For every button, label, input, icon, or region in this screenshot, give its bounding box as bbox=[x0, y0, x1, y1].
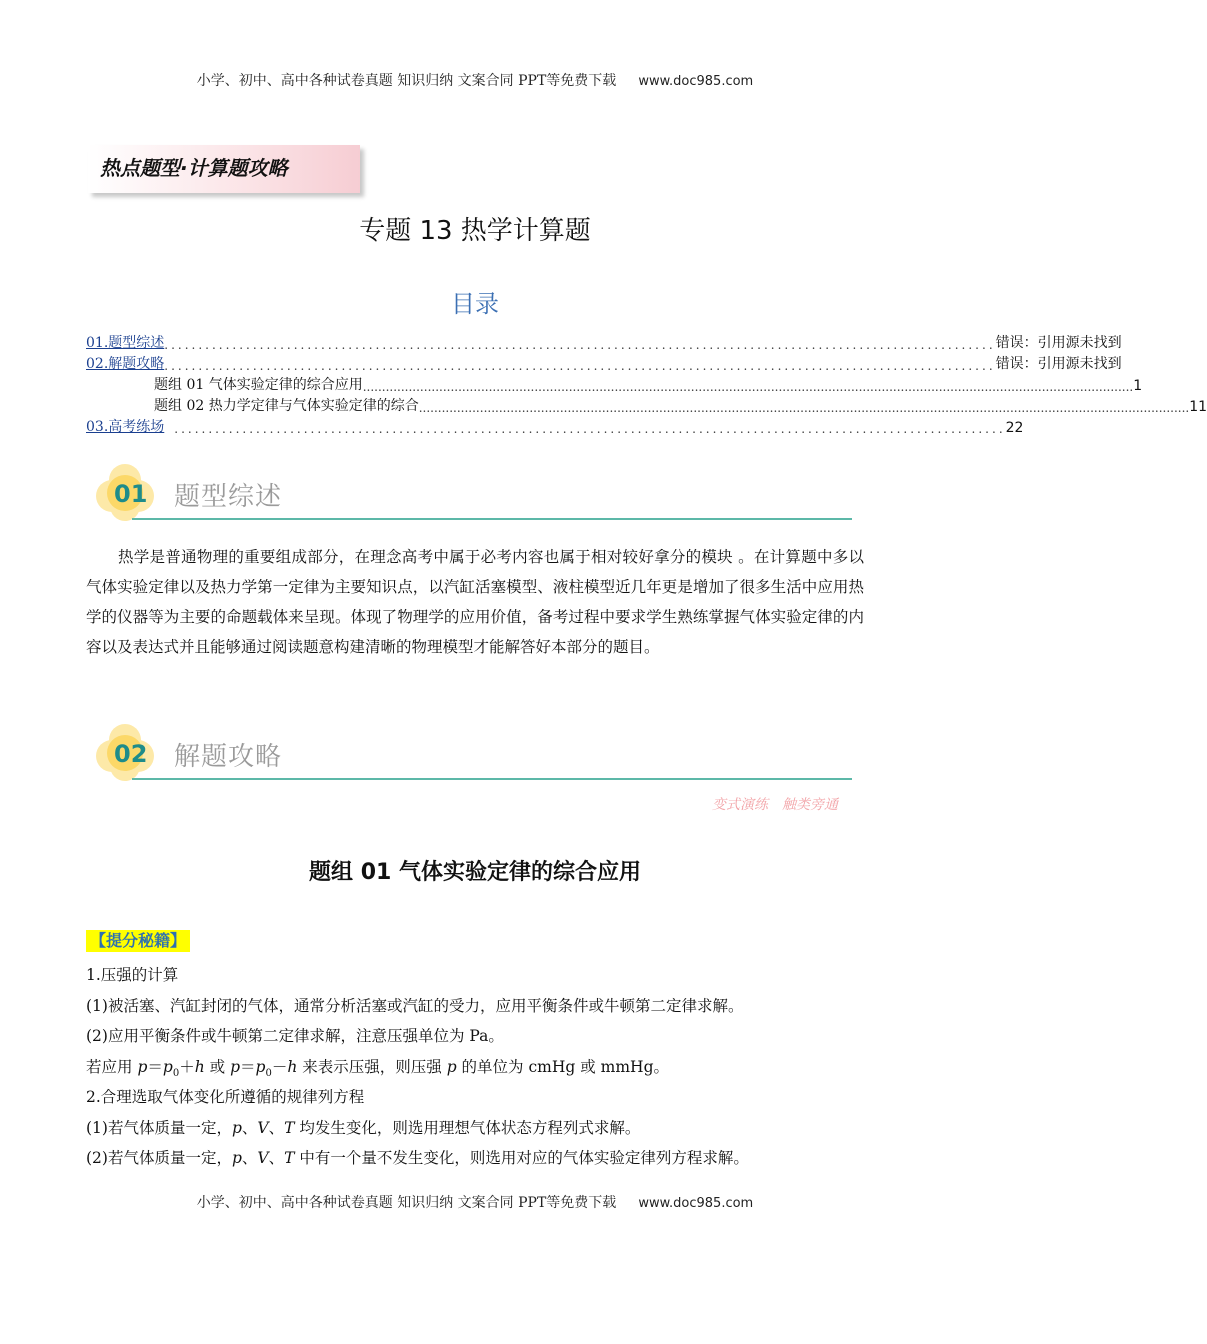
toc-item-label: 题组 01 气体实验定律的综合应用 bbox=[154, 377, 363, 393]
toc-item-group-01[interactable] bbox=[86, 374, 1143, 394]
toc-item-page: 22 bbox=[1005, 420, 1024, 436]
section-header-overview bbox=[92, 462, 852, 532]
tip-line: (2)应用平衡条件或牛顿第二定律求解，注意压强单位为 Pa。 bbox=[86, 1027, 504, 1045]
toc-item-exam-practice[interactable] bbox=[86, 416, 1024, 436]
footer-site[interactable]: www.doc985.com bbox=[638, 1196, 754, 1211]
toc-item-overview[interactable] bbox=[86, 332, 1122, 352]
tip-tag: 【提分秘籍】 bbox=[86, 930, 190, 952]
toc-item-label: 02.解题攻略 bbox=[86, 356, 165, 372]
toc-leader: .......................................................................................................................................................................................................... bbox=[418, 401, 1190, 415]
section-header-strategy bbox=[92, 722, 852, 792]
slogan bbox=[712, 794, 838, 814]
section-number: 01 bbox=[114, 480, 148, 508]
toc-item-label: 01.题型综述 bbox=[86, 335, 165, 351]
toc-title: 目录 bbox=[451, 290, 499, 318]
group-title: 题组 01 气体实验定律的综合应用 bbox=[309, 860, 641, 885]
slogan-part: 触类旁通 bbox=[782, 797, 838, 813]
page-footer bbox=[0, 1192, 950, 1212]
tip-line-pvt: (2)若气体质量一定，p、V、T 中有一个量不发生变化，则选用对应的气体实验定律列方程求解。 bbox=[86, 1149, 749, 1167]
tip-line: 1.压强的计算 bbox=[86, 966, 179, 984]
overview-paragraph: 热学是普通物理的重要组成部分，在理念高考中属于必考内容也属于相对较好拿分的模块 。在计算题中多以气体实验定律以及热力学第一定律为主要知识点，以汽缸活塞模型、液柱模型近几年更是增加了很多生活中应用热学的仪器等为主要的命题载体来呈现。体现了物理学的应用价值，备考过程中要求学生熟练掌握气体实验定律的内容以及表达式并且能够通过阅读题意构建清晰的物理模型才能解答好本部分的题目。 bbox=[86, 548, 864, 656]
toc-item-label: 03.高考练场 bbox=[86, 419, 165, 435]
section-divider bbox=[132, 778, 852, 780]
page-header bbox=[0, 70, 950, 90]
footer-text: 小学、初中、高中各种试卷真题 知识归纳 文案合同 PPT等免费下载 bbox=[196, 1195, 617, 1211]
header-site[interactable]: www.doc985.com bbox=[638, 74, 754, 89]
topic-badge-text: 热点题型·计算题攻略 bbox=[100, 156, 288, 180]
toc-item-strategy[interactable] bbox=[86, 353, 1122, 373]
tip-line-pvt: (1)若气体质量一定，p、V、T 均发生变化，则选用理想气体状态方程列式求解。 bbox=[86, 1118, 641, 1137]
toc-item-page: 1 bbox=[1133, 378, 1143, 394]
section-name: 题型综述 bbox=[174, 482, 283, 512]
toc-leader: .......................................................................................................................................................................................................... bbox=[362, 380, 1134, 394]
header-text: 小学、初中、高中各种试卷真题 知识归纳 文案合同 PPT等免费下载 bbox=[196, 73, 617, 89]
tip-line: 2.合理选取气体变化所遵循的规律列方程 bbox=[86, 1088, 365, 1106]
section-name: 解题攻略 bbox=[174, 742, 283, 772]
tip-content bbox=[86, 960, 876, 1174]
slogan-part: 变式演练 bbox=[712, 797, 768, 813]
toc-leader: .......................................................................................................................... bbox=[174, 422, 1006, 436]
page-title: 专题 13 热学计算题 bbox=[359, 216, 591, 246]
section-divider bbox=[132, 518, 852, 520]
tip-line: (1)被活塞、汽缸封闭的气体，通常分析活塞或汽缸的受力，应用平衡条件或牛顿第二定律求解。 bbox=[86, 996, 744, 1015]
toc-item-page: 11 bbox=[1189, 399, 1207, 415]
toc-item-page: 错误：引用源未找到 bbox=[995, 356, 1122, 372]
section-number: 02 bbox=[114, 740, 148, 768]
tip-line-formula: 若应用 $p=p_0+h$ 或 $p=p_0-h$ 来表示压强，则压强 p 的单位为 cmHg 或 mmHg。 bbox=[86, 1057, 669, 1079]
toc-item-page: 错误：引用源未找到 bbox=[995, 335, 1122, 351]
toc-leader: .......................................................................................................................... bbox=[164, 359, 996, 373]
toc-leader: .......................................................................................................................... bbox=[164, 338, 996, 352]
toc-item-label: 题组 02 热力学定律与气体实验定律的综合 bbox=[154, 398, 419, 414]
topic-badge bbox=[88, 145, 360, 193]
toc-item-group-02[interactable] bbox=[86, 395, 1207, 415]
